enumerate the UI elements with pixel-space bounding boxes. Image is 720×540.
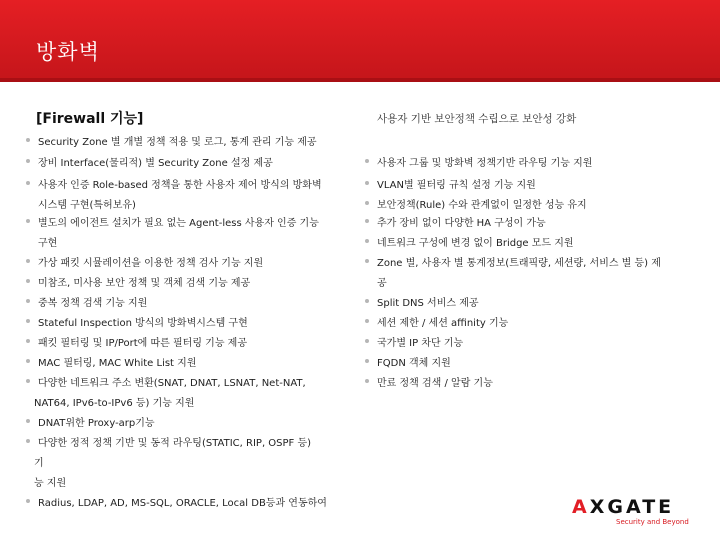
bullet-dot (26, 319, 30, 323)
feature-item-zone-policy: Security Zone 별 개별 정책 적용 및 로그, 통계 관리 기능 제공 (38, 137, 317, 148)
bullet-dot (26, 419, 30, 423)
left-item: Stateful Inspection 방식의 방화벽시스템 구현 (38, 318, 248, 329)
right-item: Zone 별, 사용자 별 통계정보(트래픽량, 세션량, 서비스 별 등) 제 (377, 258, 661, 269)
right-item: 추가 장비 없이 다양한 HA 구성이 가능 (377, 218, 546, 229)
left-item: Radius, LDAP, AD, MS-SQL, ORACLE, Local DB등과 연동하여 (38, 498, 327, 509)
left-item-continuation: 기 (34, 458, 44, 469)
logo-wordmark: AXGATE (572, 496, 675, 518)
left-item: DNAT위한 Proxy-arp기능 (38, 418, 155, 429)
right-item: 세션 제한 / 세션 affinity 기능 (377, 318, 509, 329)
right-item: 보안정책(Rule) 수와 관계없이 일정한 성능 유지 (377, 200, 587, 211)
right-item: Split DNS 서비스 제공 (377, 298, 479, 309)
bullet-dot (26, 259, 30, 263)
left-item-continuation: 능 지원 (34, 478, 67, 489)
right-item: FQDN 객체 지원 (377, 358, 451, 369)
bullet-dot (26, 499, 30, 503)
bullet-dot (365, 219, 369, 223)
left-item-continuation: NAT64, IPv6-to-IPv6 등) 기능 지원 (34, 398, 195, 409)
left-item: 다양한 정적 정책 기반 및 동적 라우팅(STATIC, RIP, OSPF 등) (38, 438, 312, 449)
bullet-dot (26, 159, 30, 163)
left-item: 패킷 필터링 및 IP/Port에 따른 필터링 기능 제공 (38, 338, 247, 349)
right-item: 사용자 그룹 및 방화벽 정책기반 라우팅 기능 지원 (377, 158, 593, 169)
bullet-dot (365, 339, 369, 343)
left-item: 사용자 인증 Role-based 정책을 통한 사용자 제어 방식의 방화벽 (38, 180, 322, 191)
bullet-dot (365, 319, 369, 323)
left-item: MAC 필터링, MAC White List 지원 (38, 358, 197, 369)
right-item: VLAN별 필터링 규칙 설정 기능 지원 (377, 180, 536, 191)
section-tagline: 사용자 기반 보안정책 수립으로 보안성 강화 (377, 113, 577, 125)
bullet-dot (26, 138, 30, 142)
bullet-dot (365, 379, 369, 383)
bullet-dot (365, 259, 369, 263)
section-title: [Firewall 기능] (36, 111, 144, 127)
bullet-dot (365, 201, 369, 205)
slide-title: 방화벽 (36, 40, 100, 64)
left-item: 장비 Interface(물리적) 별 Security Zone 설정 제공 (38, 158, 273, 169)
bullet-dot (26, 219, 30, 223)
right-item: 네트워크 구성에 변경 없이 Bridge 모드 지원 (377, 238, 574, 249)
bullet-dot (26, 339, 30, 343)
right-item-continuation: 공 (377, 278, 387, 289)
title-band (0, 0, 720, 82)
bullet-dot (365, 181, 369, 185)
bullet-dot (26, 439, 30, 443)
bullet-dot (365, 299, 369, 303)
logo-tagline: Security and Beyond (616, 518, 689, 526)
bullet-dot (365, 239, 369, 243)
bullet-dot (365, 359, 369, 363)
bullet-dot (26, 181, 30, 185)
bullet-dot (26, 359, 30, 363)
left-item: 별도의 에이전트 설치가 필요 없는 Agent-less 사용자 인증 기능 (38, 218, 319, 229)
bullet-dot (26, 379, 30, 383)
bullet-dot (26, 279, 30, 283)
bullet-dot (26, 299, 30, 303)
right-item: 국가별 IP 차단 기능 (377, 338, 464, 349)
axgate-logo (572, 496, 706, 526)
left-item-continuation: 구현 (38, 238, 58, 249)
left-item: 다양한 네트워크 주소 변환(SNAT, DNAT, LSNAT, Net-NAT, (38, 378, 306, 389)
left-item: 중복 정책 검색 기능 지원 (38, 298, 148, 309)
left-item-continuation: 시스템 구현(특허보유) (38, 200, 136, 211)
right-item: 만료 정책 검색 / 알람 기능 (377, 378, 493, 389)
left-item: 가상 패킷 시뮬레이션을 이용한 정책 검사 기능 지원 (38, 258, 264, 269)
bullet-dot (365, 159, 369, 163)
left-item: 미참조, 미사용 보안 정책 및 객체 검색 기능 제공 (38, 278, 251, 289)
